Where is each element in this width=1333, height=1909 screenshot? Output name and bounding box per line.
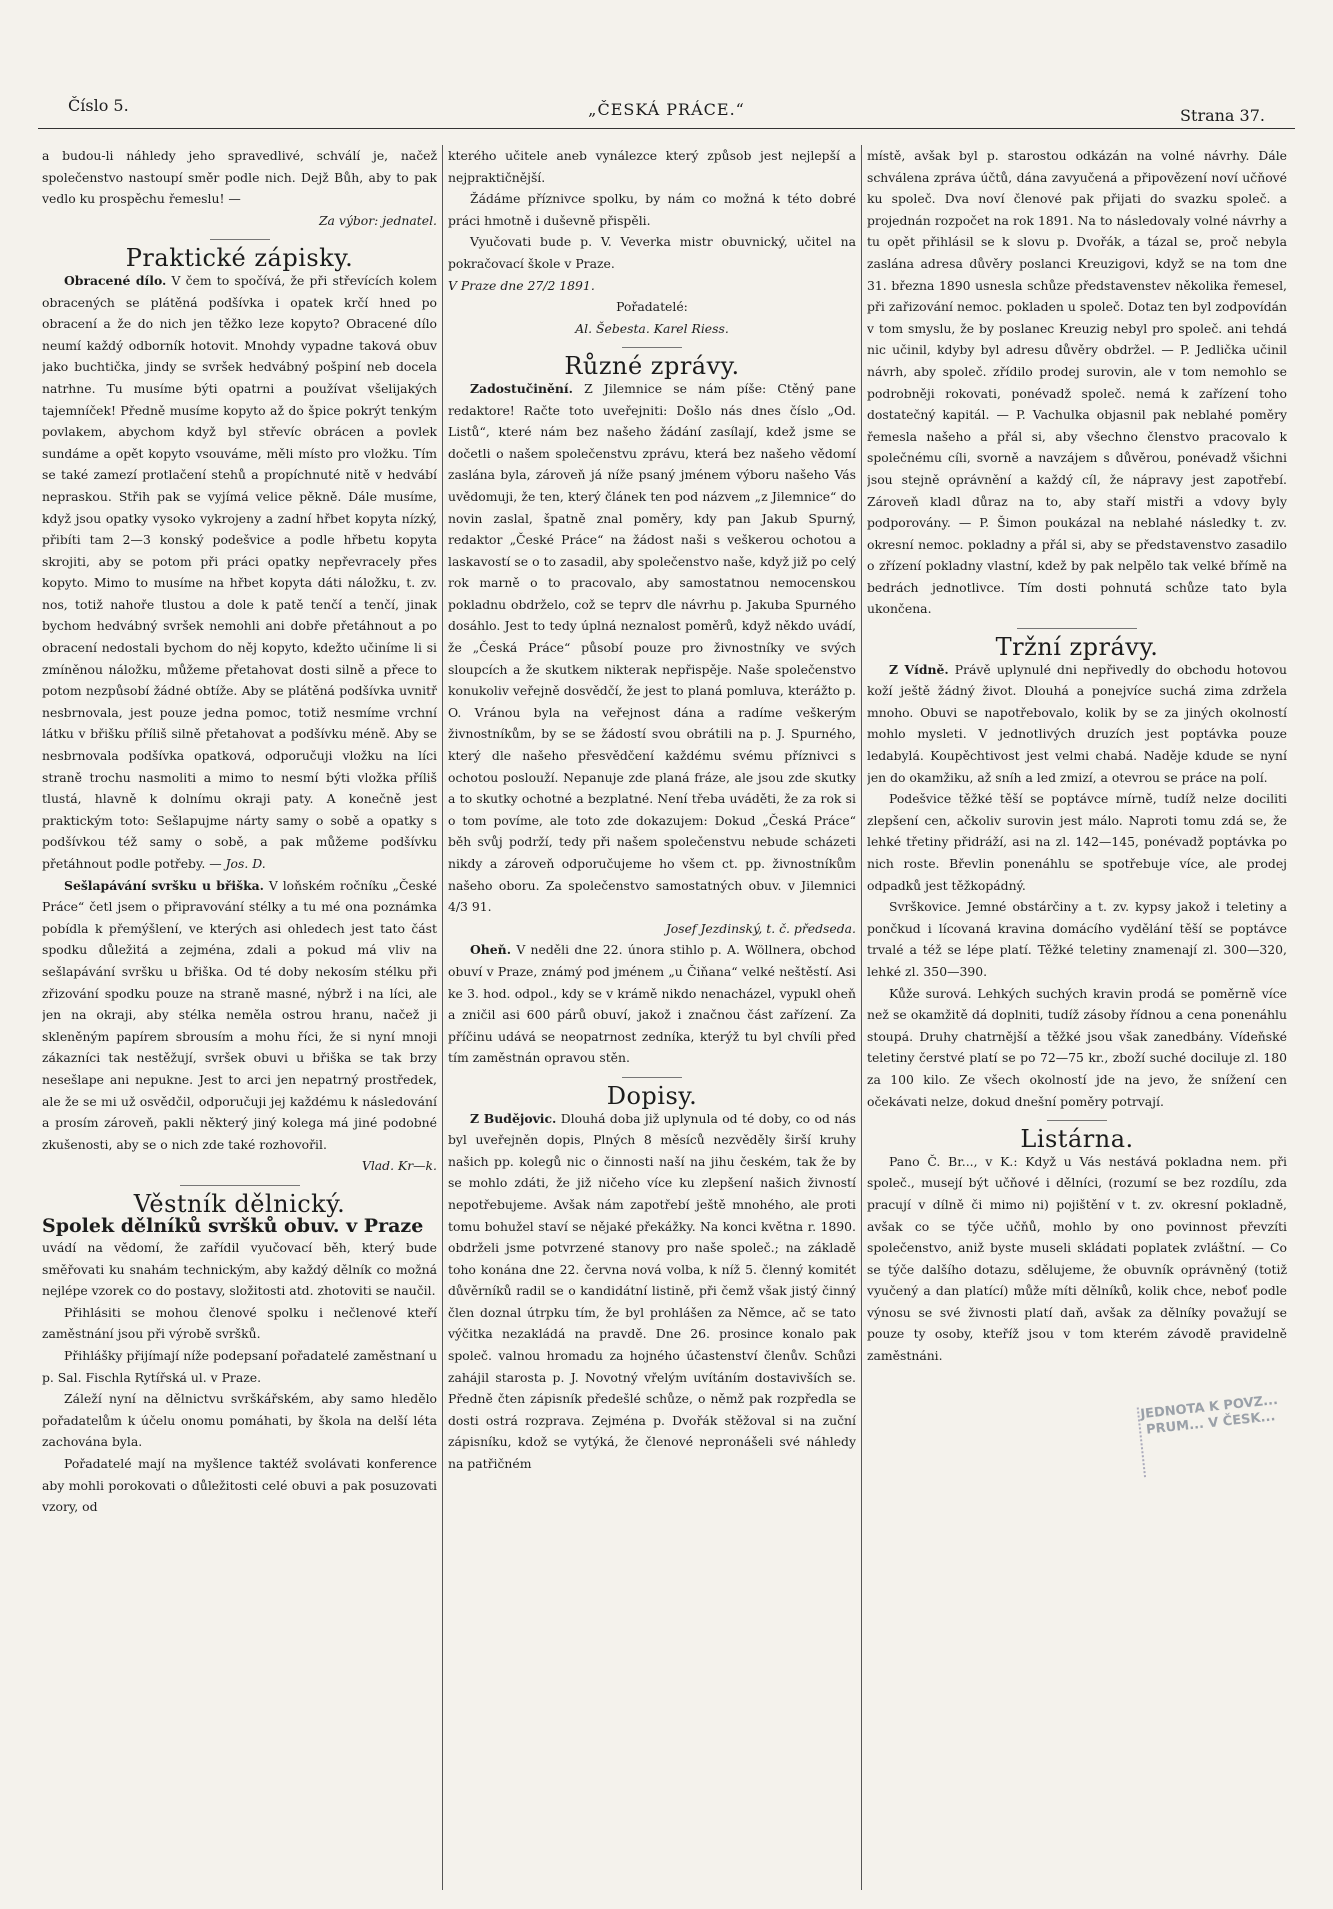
article-text: Vyučovati bude p. V. Veverka mistr obuvnický, učitel na pokračovací škole v Praze.	[448, 234, 856, 271]
separator	[1017, 628, 1137, 629]
page-number: Strana 37.	[1180, 106, 1265, 125]
signature: Josef Jezdinský, t. č. předseda.	[665, 920, 856, 936]
section-heading: Dopisy.	[606, 1081, 698, 1110]
article-text: Podešvice těžké těší se poptávce mírně, tudíž nelze dociliti zlepšení cen, ačkoliv surovin jest málo. Naproti tomu zdá se, že lehké třetiny přidráží, asi na zl. 142—145, ponévadž poptávka po nich roste. Břevlin ponenáhlu se spotřebuje více, ale prodej odpadků jest těžkopádný.	[867, 791, 1287, 893]
section-heading: Praktické zápisky.	[125, 244, 354, 273]
column-3	[867, 145, 1287, 1890]
page-header	[38, 96, 1295, 126]
header-rule	[38, 128, 1295, 129]
section-heading: Listárna.	[1020, 1125, 1134, 1154]
article-text: Žádáme příznivce spolku, by nám co možná k této dobré práci hmotně i duševně přispěli.	[448, 191, 856, 228]
dateline: V Praze dne 27/2 1891.	[448, 277, 595, 293]
section-heading: Věstník dělnický.	[133, 1189, 346, 1218]
signature: Vlad. Kr—k.	[361, 1158, 437, 1174]
article-text: a budou-li náhledy jeho spravedlivé, schválí je, načež společenstvo nastoupí směr podle nich. Dejž Bůh, aby to pak vedlo ku prospěchu řemeslu! —	[42, 148, 437, 207]
organizers-label: Pořadatelé:	[616, 299, 688, 315]
separator	[180, 1185, 300, 1186]
section-heading: Různé zprávy.	[564, 352, 740, 381]
article-text: V loňském ročníku „České Práce“ četl jsem o připravování stélky a tu mé ona poznámka pobídla k přemýšlení, ve kterých asi ohledech jest tato část spodku důležitá a zejména, zdali a pokud má vliv na sešlapávání svršku u břiška. Od té doby nekosím stélku při zřizování spodku pouze na straně masné, nýbrž i na líci, ale jen na okraji, aby stélka neměla ostrou hranu, načež ji skleněným papírem sbrousím a mohu říci, že si nyní mnoji zákazníci tak nestěžují, svršek obuvi u břiška se tak brzy nesešlape ani nepukne. Jest to arci jen nepatrný prostředek, ale že se mi už osvědčil, odporučuji jej každému k následování a prosím zároveň, pakli některý jiný kolega má jiné podobné zkušenosti, aby se o nich zde také rozhovořil.	[42, 877, 437, 1152]
article-lead: Z Budějovic.	[470, 1110, 557, 1126]
article-text: Pořadatelé mají na myšlence taktéž svolávati konference aby mohli porokovati o důležitosti celé obuvi a pak posuzovati vzory, od	[42, 1456, 437, 1515]
article-text: Záleží nyní na dělnictvu svrškářském, aby samo hledělo pořadatelům k účelu onomu pomáhati, by škola na delší léta zachována byla.	[42, 1391, 437, 1450]
column-divider	[861, 145, 862, 1890]
article-text: Svrškovice. Jemné obstárčiny a t. zv. kypsy jakož i teletiny a pončkud i lícovaná kravina domácího vydělání těší se poptávce trvalé a též se lépe platí. Těžké teletiny znamenají zl. 300—320, lehké zl. 350—390.	[867, 899, 1287, 979]
masthead-title: „ČESKÁ PRÁCE.“	[588, 100, 745, 119]
article-text: kterého učitele aneb vynálezce který způsob jest nejlepší a nejpraktičnější.	[448, 148, 856, 185]
article-text: Kůže surová. Lehkých suchých kravin prodá se poměrně více než se okamžitě dá doplniti, tudíž zásoby řídnou a cena ponenáhlu stoupá. Druhy chatrnější a těžké jsou však zanedbány. Vídeňské teletiny čerstvé platí se po 72—75 kr., zboží suché dociluje zl. 180 za 100 kilo. Ze všech okolností jde na jevo, že snížení cen očekávati nelze, dokud dnešní poměry potrvají.	[867, 985, 1287, 1109]
organizers-names: Al. Šebesta. Karel Riess.	[575, 320, 729, 336]
article-lead: Z Vídně.	[889, 661, 949, 677]
article-lead: Sešlapávání svršku u břiška.	[64, 877, 264, 893]
article-text: Pano Č. Br..., v K.: Když u Vás nestává pokladna nem. při společ., musejí být učňové i dělníci, (rozumí se bez rozdílu, zda pracují v dílně či mimo ni) pojištění v t. zv. okresní pokladně, avšak co se týče učňů, mohlo by ono povinnost převzíti společenstvo, aniž byste museli skládati poplatek zvláštní. — Co se týče dalšího dotazu, sdělujeme, že obuvník oprávněný (totiž vyučený a dan platící) může míti dělníků, kolik chce, neboť podle výnosu se své živnosti platí daň, avšak za dělníky považují se pouze ty osoby, kteříž jsou v tom kterém závodě pravidelně zaměstnáni.	[867, 1153, 1287, 1364]
signature: Za výbor: jednatel.	[318, 212, 437, 228]
separator	[622, 1077, 682, 1078]
column-2	[448, 145, 856, 1890]
article-lead: Zadostučinění.	[470, 380, 573, 396]
signature: Jos. D.	[225, 856, 266, 871]
article-lead: Oheň.	[470, 942, 512, 958]
article-text: uvádí na vědomí, že zařídil vyučovací běh, který bude směřovati ku snahám technickým, aby každý dělník co možná nejlépe vzorek co do postavy, složitosti atd. zhotoviti se naučil.	[42, 1240, 437, 1299]
article-text: Dlouhá doba již uplynula od té doby, co od nás byl uveřejněn dopis, Plných 8 měsíců nezvěděly širší kruhy našich pp. kolegů nic o činnosti naší na jihu českém, tak že by se mohlo zdáti, že již ničeho více ku zlepšení našich živností nepotřebujeme. Avšak nám zapotřebí ještě mnohého, ale proti tomu bohužel staví se nějaké překážky. Na konci května r. 1890. obdrželi jsme potvrzené stanovy pro naše společ.; na základě toho konána dne 22. června nová volba, k níž 5. členný komitét důvěrníků radil se o kandidátní listině, při čemž však jistý činný člen doznal útrpku tím, že byl prohlášen za Němce, ač se tato výčitka nezakládá na pravdě. Dne 26. prosince konalo pak společ. valnou hromadu za hojného účastenství členův. Schůzi zahájil starosta p. J. Novotný vřelým uvítáním dostavivších se. Předně čten zápisník předešlé schůze, o němž pak rozpředla se dosti ostrá rozprava. Zejména p. Dvořák stěžoval si na zuční zápisníku, kdož se vytýká, že členové nepronášeli své náhledy na patřičném	[448, 1110, 856, 1472]
article-text: V neděli dne 22. února stihlo p. A. Wöllnera, obchod obuví v Praze, známý pod jménem „u Čiňana“ velké neštěstí. Asi ke 3. hod. odpol., kdy se v krámě nikdo nenacházel, vypukl oheň a zničil asi 600 párů obuví, jakož i značnou část zařízení. Za příčinu udává se neopatrnost zedníka, kterýž tu byl chvíli před tím zaměstnán opravou stěn.	[448, 942, 856, 1066]
article-text: Právě uplynulé dni nepřivedly do obchodu hotovou koží ještě žádný život. Dlouhá a ponejvíce suchá zima zdržela mnoho. Obuvi se napotřebovalo, kolik by se za jiných okolností mohlo mysleti. V jednotlivých druzích jest poptávka pouze ledabylá. Koupěchtivost jest velmi chabá. Naděje kdude se nyní jen do okamžiku, až sníh a led zmizí, a otevrou se práce na polí.	[867, 661, 1287, 785]
section-heading: Tržní zprávy.	[995, 633, 1159, 662]
article-text: Přihlášky přijímají níže podepsaní pořadatelé zaměstnaní u p. Sal. Fischla Rytířská ul. v Praze.	[42, 1348, 437, 1385]
column-1	[42, 145, 437, 1890]
separator	[210, 239, 270, 240]
article-text: Přihlásiti se mohou členové spolku i nečlenové kteří zaměstnání jsou při výrobě svršků.	[42, 1304, 437, 1342]
column-divider	[442, 145, 443, 1890]
issue-number: Číslo 5.	[68, 96, 129, 115]
article-lead: Obracené dílo.	[64, 272, 167, 288]
article-title: Spolek dělníků svršků obuv. v Praze	[42, 1214, 424, 1237]
separator	[622, 347, 682, 348]
article-text: místě, avšak byl p. starostou odkázán na volné návrhy. Dále schválena zpráva účtů, dána zavyučená a připovězení noví učňové ku společ. Dva noví členové pak přijati do svazku společ. a projednán rozpočet na rok 1891. Na to následovaly volné návrhy a tu opět přihlásil se k slovu p. Dvořák, a tázal se, proč nebyla zaslána adresa důvěry poslanci Kreuzigovi, když se na tom dne 31. března 1890 usnesla schůze představenstev několika řemesel, při zařizování nemoc. pokladen u společ. Dotaz ten byl zodpovídán v tom smyslu, že by poslanec Kreuzig nebyl pro společ. ani tehdá nic učinil, kdyby byl adresu důvěry obdržel. — P. Jedlička učinil návrh, aby společ. zřídilo prodej surovin, ale v tom nemohlo se podrobněji rokovati, ponévadž společ. nemá k zařízení toho dostatečný kapitál. — P. Vachulka objasnil pak neblahé poměry řemesla našeho a přál si, aby všechno členstvo pracovalo k společnému cíli, svorně a navzájem s důvěrou, ponévadž všichni jsou stejně oprávnění a každý cíl, že nápravy jest zapotřebí. Zároveň kladl důraz na to, aby staří mistři a vdovy byly podporovány. — P. Šimon poukázal na neblahé následky t. zv. okresní nemoc. pokladny a přál si, aby se představenstvo zasadilo o zřízení pokladny vlastní, kdež by pak nelpělo tak velké břímě na bedrách jednotlivce. Tím dosti pohnutá schůze tato byla ukončena.	[867, 148, 1287, 617]
library-stamp: JEDNOTA K POVZ... PRUM... V ČESK...	[1137, 1393, 1286, 1477]
article-text: V čem to spočívá, že při střevících kolem obracených se plátěná podšívka i opatek krčí hned po obracení a že do nich jen těžko leze kopyto? Obracené dílo neumí každý odborník hotovit. Mnohdy vypadne taková obuv jako buchtička, jindy se svršek hedvábný pošpiní neb docela natrhne. Tu musíme býti opatrni a používat všelijakých tajemníček! Předně musíme kopyto až do špice pokrýt tenkým povlakem, abychom když byl střevíc obrácen a povlek sundáme a opět kopyto vsouváme, měli místo pro vložku. Tím se také zamezí protlačení stehů a propíchnuté nitě v hedvábí nepraskou. Střih pak se vyjímá velice pěkně. Dále musíme, když jsou opatky vysoko vykrojeny a zadní hřbet kopyta nízký, přibíti tam 2—3 konský podešvice a podle hřbetu kopyta skrojiti, aby se potom při práci opatky nepřevracely přes kopyto. Mimo to musíme na hřbet kopyta dáti náložku, t. zv. nos, totiž nahoře tlustou a dole k patě tenčí a tenčí, jinak bychom hedvábný svršek nemohli ani dobře přetáhnout a po obracení nedostali bychom do něj kopyto, kdežto učiníme li si zmíněnou náložku, můžeme přetahovat dosti silně a přece to potom nezpůsobí žádné obtíže. Aby se plátěná podšívka uvnitř nesbrnovala, jest pouze jedna pomoc, totiž nesmíme vrchní látku v břišku příliš silně přetahovat a podšívku méně. Aby se nesbrnovala podšívka opatková, odporučuji vložku na líci straně trochu nasmoliti a mimo to nesmí býti vložka příliš tlustá, hlavně k dolnímu okraji paty. A konečně jest praktickým toto: Sešlapujme nárty samy o sobě a opatky s podšívkou též samy o sobě, a pak můžeme podšívku přetáhnout podle potřeby. —	[42, 272, 437, 871]
article-text: Z Jilemnice se nám píše: Ctěný pane redaktore! Račte toto uveřejniti: Došlo nás dnes číslo „Od. Listů“, které nám bez našeho žádání zasílají, kdež jsme se dočetli o našem společenstvu zprávu, která bez našeho vědomí zaslána byla, zároveň já níže psaný jménem výboru našeho Vás uvědomuji, že ten, který článek ten pod názvem „z Jilemnice“ do novin zaslal, špatně znal poměry, kdy pan Jakub Spurný, redaktor „České Práce“ na žádost naši s veškerou ochotou a laskavostí se o to zasadil, aby společenstvo naše, když již po celý rok marně o to pracovalo, aby samostatnou nemocenskou pokladnu obdrželo, což se teprv dle návrhu p. Jakuba Spurného dosáhlo. Jest to tedy úplná neznalost poměrů, když někdo uvádí, že „Česká Práce“ působí pouze pro živnostníky ve svých sloupcích a že skutkem nikterak nepřispěje. Naše společenstvo konukoliv veřejně dosvědčí, že jest to planá pomluva, kterážto p. O. Vránou byla na veřejnost dána a radíme veškerým živnostníkům, by se se žádostí svou obrátili na p. J. Spurného, který dle našeho přesvědčení každému svému příznivci s ochotou poslouží. Nepanuje zde planá fráze, ale jsou zde skutky a to skutky ochotné a bezplatné. Není třeba uváděti, že za rok si o tom povíme, ale toto zde dokazujem: Dokud „Česká Práce“ běh svůj podrží, tedy při našem společenstvu nebude scházeti nikdy a zároveň odporučujeme ho všem ct. pp. živnostníkům našeho oboru. Za společenstvo samostatných obuv. v Jilemnici 4/3 91.	[448, 380, 856, 915]
separator	[1047, 1120, 1107, 1121]
